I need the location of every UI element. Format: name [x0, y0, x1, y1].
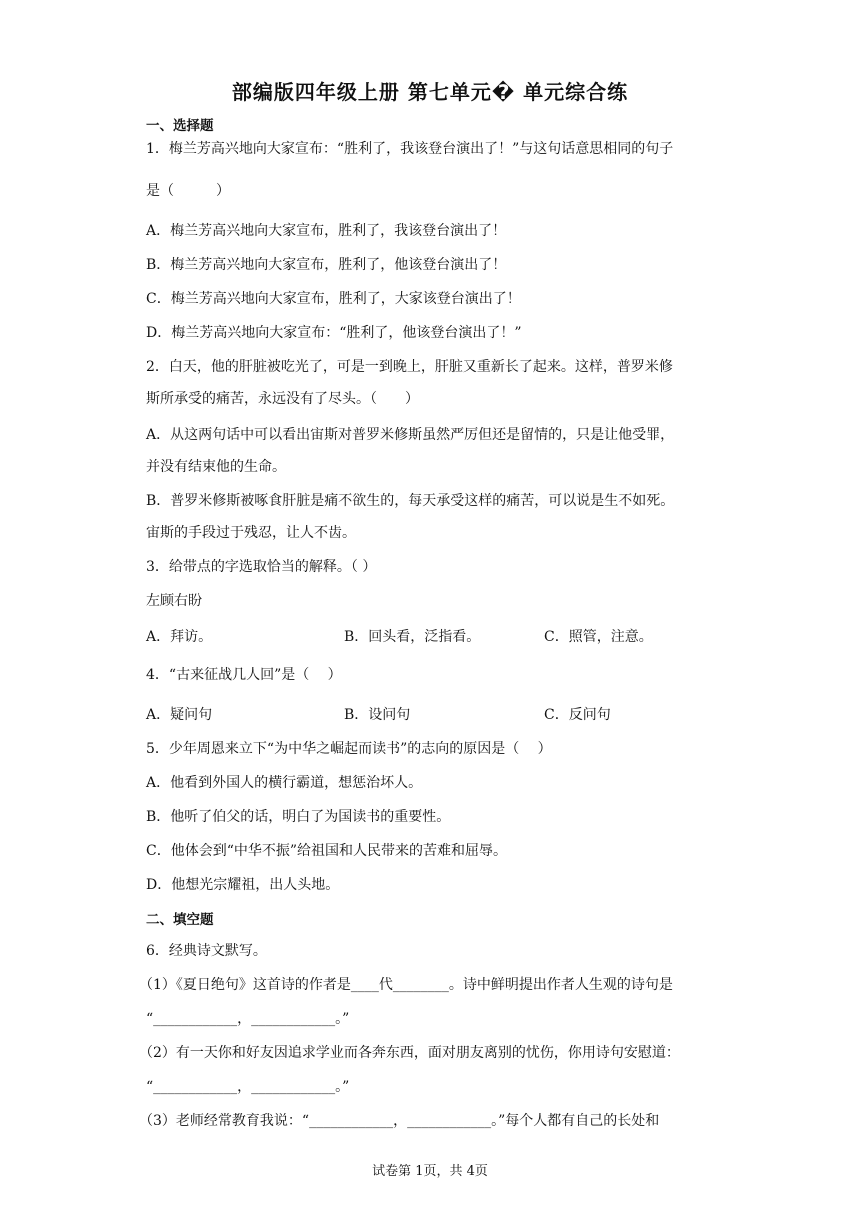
question-6-part-1: （1）《夏日绝句》这首诗的作者是____代________。诗中鲜明提出作者人生观的诗句是: [139, 977, 673, 993]
question-6-part-3: （3）老师经常教育我说：“____________，____________。”每个人都有自己的长处和: [139, 1113, 660, 1129]
question-5-option-c: C．他体会到“中华不振”给祖国和人民带来的苦难和屈辱。: [146, 843, 508, 859]
page-footer: 试卷第 1页，共 4页: [372, 1164, 488, 1179]
question-6-part-2-blanks: “____________，____________。”: [146, 1079, 350, 1095]
question-2-option-a-cont: 并没有结束他的生命。: [146, 459, 286, 475]
question-3-option-b: B．回头看，泛指看。: [344, 629, 481, 645]
question-1-stem-cont: 是（ ）: [146, 183, 230, 199]
question-1-option-d: D．梅兰芳高兴地向大家宣布：“胜利了，他该登台演出了！”: [146, 325, 522, 341]
question-1-option-b: B．梅兰芳高兴地向大家宣布，胜利了，他该登台演出了！: [146, 257, 507, 273]
question-6-stem: 6．经典诗文默写。: [146, 943, 267, 959]
question-2-stem-cont: 斯所承受的痛苦，永远没有了尽头。（ ）: [146, 391, 419, 407]
question-2-option-b-cont: 宙斯的手段过于残忍，让人不齿。: [146, 525, 356, 541]
question-4-option-b: B．设问句: [344, 707, 411, 723]
question-3-word: 左顾右盼: [146, 593, 202, 609]
question-5-option-d: D．他想光宗耀祖，出人头地。: [146, 877, 340, 893]
question-2-stem: 2．白天，他的肝脏被吃光了，可是一到晚上，肝脏又重新长了起来。这样，普罗米修: [146, 359, 673, 375]
question-6-part-2: （2）有一天你和好友因追求学业而各奔东西，面对朋友离别的忧伤，你用诗句安慰道：: [139, 1045, 680, 1061]
section-heading-choice: 一、选择题: [146, 118, 214, 134]
question-4-stem: 4．“古来征战几人回”是（ ）: [146, 667, 342, 683]
page-title: 部编版四年级上册 第七单元� 单元综合练: [231, 80, 629, 104]
question-5-option-b: B．他听了伯父的话，明白了为国读书的重要性。: [146, 809, 451, 825]
question-5-stem: 5．少年周恩来立下“为中华之崛起而读书”的志向的原因是（ ）: [146, 741, 552, 757]
question-1-option-c: C．梅兰芳高兴地向大家宣布，胜利了，大家该登台演出了！: [146, 291, 521, 307]
question-3-option-c: C．照管，注意。: [544, 629, 653, 645]
question-4-option-c: C．反问句: [544, 707, 611, 723]
section-heading-fill: 二、填空题: [146, 912, 214, 928]
question-3-stem: 3．给带点的字选取恰当的解释。（ ）: [146, 559, 377, 575]
question-6-part-1-blanks: “____________，____________。”: [146, 1011, 350, 1027]
question-2-option-b: B．普罗米修斯被啄食肝脏是痛不欲生的，每天承受这样的痛苦，可以说是生不如死。: [146, 493, 675, 509]
question-5-option-a: A．他看到外国人的横行霸道，想惩治坏人。: [146, 775, 423, 791]
question-1-stem: 1．梅兰芳高兴地向大家宣布：“胜利了，我该登台演出了！”与这句话意思相同的句子: [146, 141, 674, 157]
question-3-option-a: A．拜访。: [146, 629, 213, 645]
question-2-option-a: A．从这两句话中可以看出宙斯对普罗米修斯虽然严厉但还是留情的，只是让他受罪，: [146, 427, 675, 443]
question-1-option-a: A．梅兰芳高兴地向大家宣布，胜利了，我该登台演出了！: [146, 223, 507, 239]
question-4-option-a: A．疑问句: [146, 707, 213, 723]
